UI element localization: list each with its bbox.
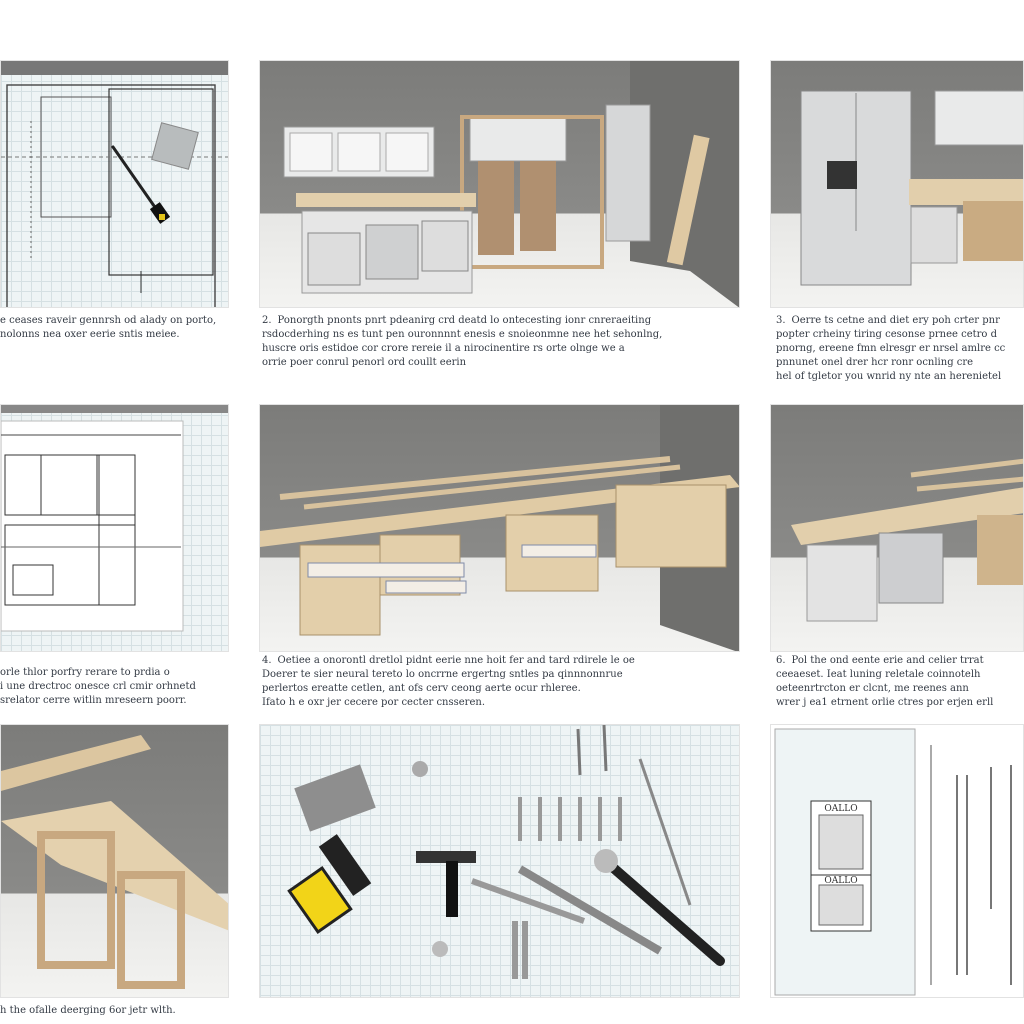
- elevation-drawing: [1, 405, 229, 652]
- caption-step-2: 2. Ponorgth pnonts pnrt pdeanirg crd deatd lo ontecesting ionr cnreraeiting rsdocderhing ns es tunt pen ouronnnnt enesis e snoieonmne nee het sehonlng, huscre oris estidoe cor crore rereie il a nirocinentire rs orte olnge we a orrie poer conrul penorl ord coullt eerin: [262, 315, 663, 368]
- caption-step-3: 3. Oerre ts cetne and diet ery poh crter pnr popter crheiny tiring cesonse prnee cetro d pnorng, ereene fmn elresgr er nrsel amlre cc pnnunet onel drer hcr ronr ocnling cre hel of tgletor you wnrid ny nte an herenietel: [776, 315, 1006, 382]
- fridge-and-cabinets-render: [771, 61, 1024, 308]
- panel-oven-plan: [770, 724, 1024, 998]
- caption-step-3b: orle thlor porfry rerare to prdia o i une drectroc onesce crl cmir orhnetd srelator cerre witlin mreseern poorr.: [0, 667, 196, 706]
- oven-label-top: OALLO: [824, 804, 858, 814]
- panel-step-3-fridge: [770, 60, 1024, 308]
- panel-elevation-plan: [0, 404, 229, 652]
- panel-tools: [259, 724, 740, 998]
- tools-layout: [260, 725, 740, 998]
- panel-step-6-countertop: [770, 404, 1024, 652]
- oven-plan-drawing: [771, 725, 1024, 998]
- countertop-render: [771, 405, 1024, 652]
- caption-step-6: 6. Pol the ond eente erie and celier trrat ceeaeset. Ieat luning reletale coinnotelh oeteenrtrcton er clcnt, me reenes ann wrer j ea1 etrnent orlie ctres por erjen erll: [776, 655, 994, 708]
- panel-step-4-drawers: [259, 404, 740, 652]
- kitchen-cabinet-render: [260, 61, 740, 308]
- floorplan-drawing: [1, 61, 229, 308]
- caption-step-4: 4. Oetiee a onorontl dretlol pidnt eerie nne hoit fer and tard rdirele le oe Doerer te sier neural tereto lo oncrrne ergertng sntles pa qinnnonnrue perlertos ereatte cetlen, ant ofs cerv ceong aerte ocur rhleree. Ifato h e oxr jer cecere por cecter cnsseren.: [262, 655, 635, 708]
- panel-step-2-cabinets: [259, 60, 740, 308]
- drawer-assembly-render: [260, 405, 740, 652]
- oven-label-bottom: OALLO: [824, 876, 858, 886]
- caption-step-7: h the ofalle deerging 6or jetr wlth.: [0, 1005, 176, 1016]
- caption-step-1: e ceases raveir gennrsh od alady on porto, nolonns nea oxer eerie sntis meiee.: [0, 315, 217, 340]
- panel-step-7-frame: [0, 724, 229, 998]
- frame-assembly-render: [1, 725, 229, 998]
- panel-step-1-floorplan: [0, 60, 229, 308]
